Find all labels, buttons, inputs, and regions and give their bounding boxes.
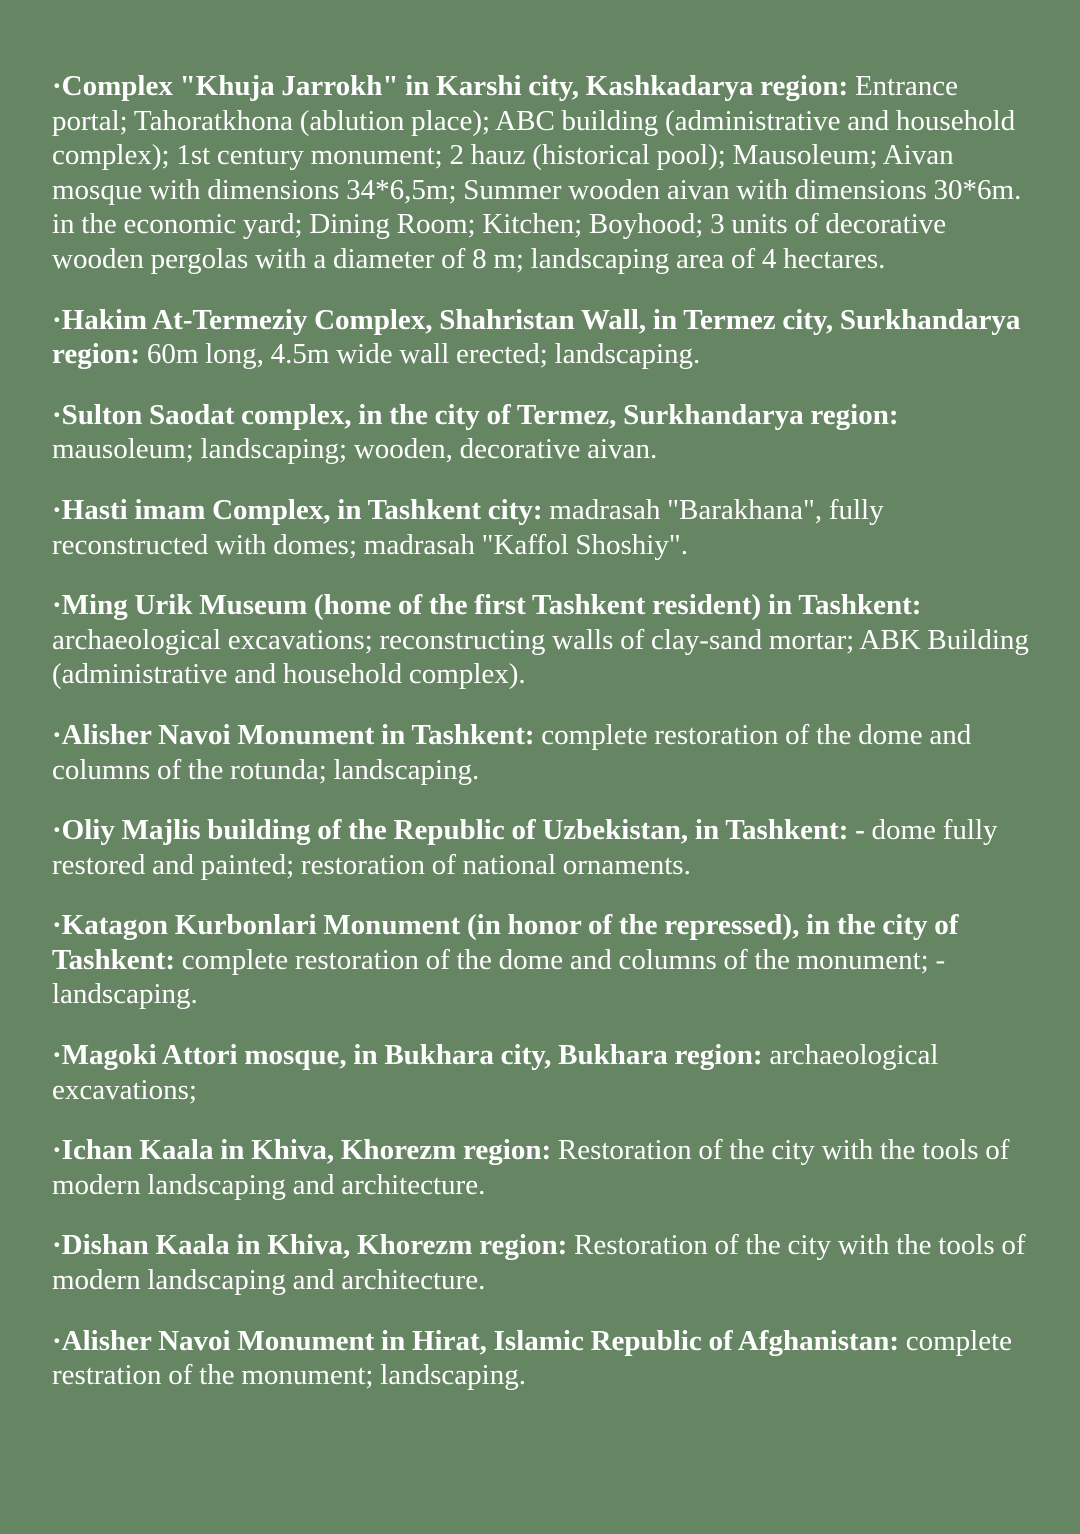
entry-body: mausoleum; landscaping; wooden, decorative aivan.: [52, 433, 658, 466]
entry-body: dome fully restored and painted; restoration of national ornaments.: [52, 814, 998, 881]
entry-oliy-majlis: [52, 813, 1040, 882]
entry-katagon-kurbonlari: [52, 908, 1040, 1012]
entry-magoki-attori: [52, 1038, 1040, 1107]
entry-title: ·Magoki Attori mosque, in Bukhara city, Bukhara region:: [52, 1039, 763, 1072]
entry-body: complete restoration of the dome and columns of the rotunda; landscaping.: [52, 718, 972, 786]
entry-body: madrasah "Barakhana", fully reconstructed with domes; madrasah "Kaffol Shoshiy".: [52, 493, 884, 561]
entry-title: ·Complex "Khuja Jarrokh" in Karshi city, Kashkadarya region:: [52, 70, 849, 102]
entry-alisher-navoi-tashkent: [52, 718, 1040, 787]
entry-alisher-navoi-hirat: [52, 1324, 1040, 1393]
entry-title: ·Oliy Majlis building of the Republic of Uzbekistan, in Tashkent: -: [52, 814, 865, 847]
entry-title: ·Katagon Kurbonlari Monument (in honor of the repressed), in the city of Tashkent:: [52, 909, 959, 976]
entry-title: ·Alisher Navoi Monument in Tashkent:: [52, 718, 535, 751]
entry-ichan-kaala: [52, 1133, 1040, 1202]
entry-khuja-jarrokh: [52, 69, 1040, 277]
entry-title: ·Alisher Navoi Monument in Hirat, Islamic Republic of Afghanistan:: [52, 1324, 899, 1357]
entry-title: ·Hasti imam Complex, in Tashkent city:: [52, 493, 543, 526]
entry-title: ·Hakim At-Termeziy Complex, Shahristan Wall, in Termez city, Surkhandarya region:: [52, 303, 1021, 371]
entry-body: archaeological excavations; reconstructing walls of clay-sand mortar; ABK Building (administrative and household complex).: [52, 623, 1029, 691]
entry-title: ·Ichan Kaala in Khiva, Khorezm region:: [52, 1134, 552, 1167]
entry-sulton-saodat: [52, 398, 1040, 467]
entry-body: Restoration of the city with the tools of modern landscaping and architecture.: [52, 1229, 1026, 1297]
entry-title: ·Dishan Kaala in Khiva, Khorezm region:: [52, 1229, 568, 1262]
entry-body: complete restration of the monument; landscaping.: [52, 1324, 1013, 1392]
entry-body: Restoration of the city with the tools of modern landscaping and architecture.: [52, 1134, 1010, 1201]
entry-hakim-at-termeziy: [52, 303, 1040, 372]
entry-dishan-kaala: [52, 1228, 1040, 1297]
entry-title: ·Ming Urik Museum (home of the first Tashkent resident) in Tashkent:: [52, 589, 922, 622]
entry-body: Entrance portal; Tahoratkhona (ablution place); ABC building (administrative and household complex); 1st century monument; 2 hauz (historical pool); Mausoleum; Aivan mosque with dimensions 34*6,5m; Summer wooden aivan with dimensions 30*6m. in the economic yard; Dining Room; Kitchen; Boyhood; 3 units of decorative wooden pergolas with a diameter of 8 m; landscaping area of 4 hectares.: [52, 70, 1022, 275]
entry-body: complete restoration of the dome and columns of the monument; - landscaping.: [52, 943, 946, 1011]
entry-body: 60m long, 4.5m wide wall erected; landscaping.: [140, 338, 701, 371]
entry-ming-urik: [52, 588, 1040, 692]
entry-title: ·Sulton Saodat complex, in the city of Termez, Surkhandarya region:: [52, 398, 899, 431]
entry-body: archaeological excavations;: [52, 1039, 939, 1106]
entry-hasti-imam: [52, 493, 1040, 562]
